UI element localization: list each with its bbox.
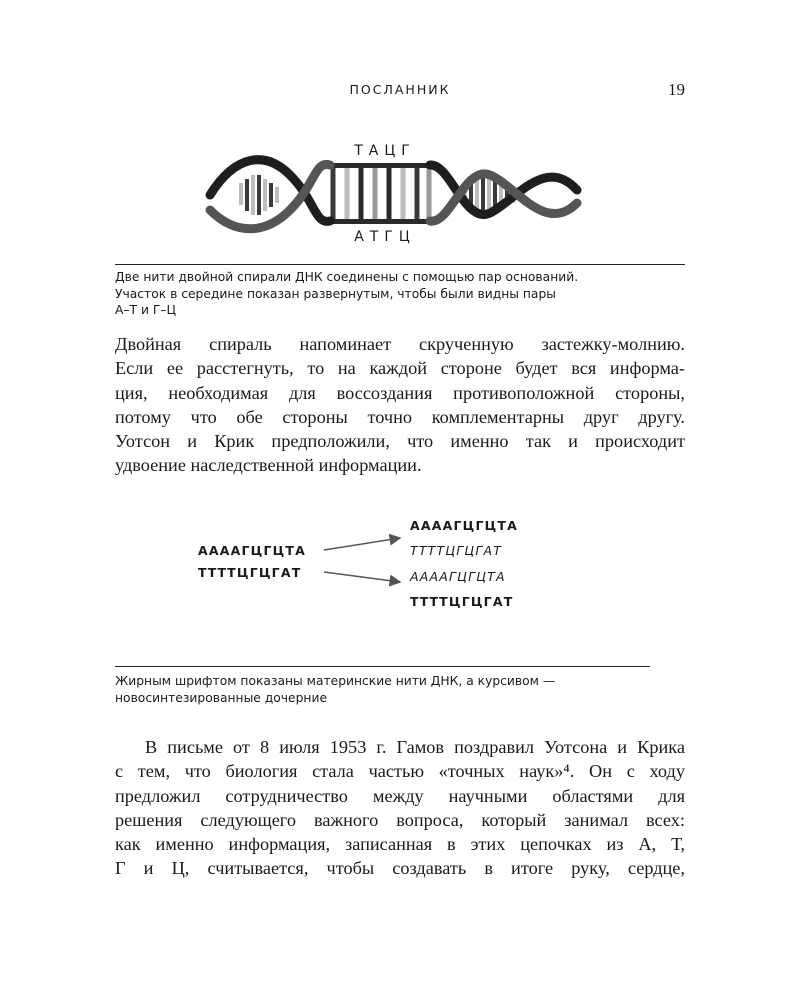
copy2-new-strand: ААААГЦГЦТА (410, 569, 506, 584)
text-line: как именно информация, записанная в этих цепочках из А, Т, (115, 834, 685, 855)
replication-arrows (300, 530, 410, 600)
copy1-parent-strand: ААААГЦГЦТА (410, 518, 519, 533)
text-line: решения следующего важного вопроса, который занимал всех: (115, 809, 685, 830)
text-line: Г и Ц, считывается, чтобы создавать в итоге руку, сердце, (115, 858, 685, 879)
caption-line: Две нити двойной спирали ДНК соединены с помощью пар оснований. (115, 270, 579, 284)
bottom-bases-label: АТГЦ (354, 229, 416, 245)
text-line: предложил сотрудничество между научными областями для (115, 785, 685, 806)
text-line: В письме от 8 июля 1953 г. Гамов поздравил Уотсона и Крика (145, 737, 685, 757)
caption-line: новосинтезированные дочерние (115, 690, 328, 705)
text-line: удвоение наследственной информации. (115, 455, 422, 476)
text-line: потому что обе стороны точно комплементарны друг другу. (115, 406, 685, 427)
running-header-title: ПОСЛАННИК (349, 82, 451, 97)
caption-rule-1 (115, 264, 685, 265)
caption-line: А–Т и Г–Ц (115, 303, 177, 317)
caption-line: Жирным шрифтом показаны материнские нити ДНК, а курсивом — (115, 674, 556, 688)
copy1-new-strand: ТТТТЦГЦГАТ (410, 543, 503, 558)
text-line: Если ее расстегнуть, то на каждой стороне будет вся информа- (115, 358, 685, 379)
body-paragraph-1 (115, 332, 685, 478)
text-line: Уотсон и Крик предположили, что именно так и происходит (115, 431, 685, 452)
figure1-caption (115, 269, 578, 319)
body-paragraph-2 (115, 735, 685, 881)
parent-strand-bottom: ТТТТЦГЦГАТ (198, 565, 302, 580)
text-line: с тем, что биология стала частью «точных наук»⁴. Он с ходу (115, 761, 685, 782)
figure2-caption (115, 673, 555, 706)
caption-line: Участок в середине показан развернутым, чтобы были видны пары (115, 286, 556, 301)
top-bases-label: ТАЦГ (354, 143, 416, 159)
parent-strand-top: ААААГЦГЦТА (198, 543, 307, 558)
caption-rule-2 (115, 666, 650, 667)
arrow-to-copy-1 (324, 538, 400, 550)
text-line: ция, необходимая для воссоздания противоположной стороны, (115, 382, 685, 403)
text-line: Двойная спираль напоминает скрученную застежку-молнию. (115, 334, 685, 354)
page-number: 19 (668, 80, 685, 99)
copy2-parent-strand: ТТТТЦГЦГАТ (410, 594, 514, 609)
arrow-to-copy-2 (324, 572, 400, 582)
